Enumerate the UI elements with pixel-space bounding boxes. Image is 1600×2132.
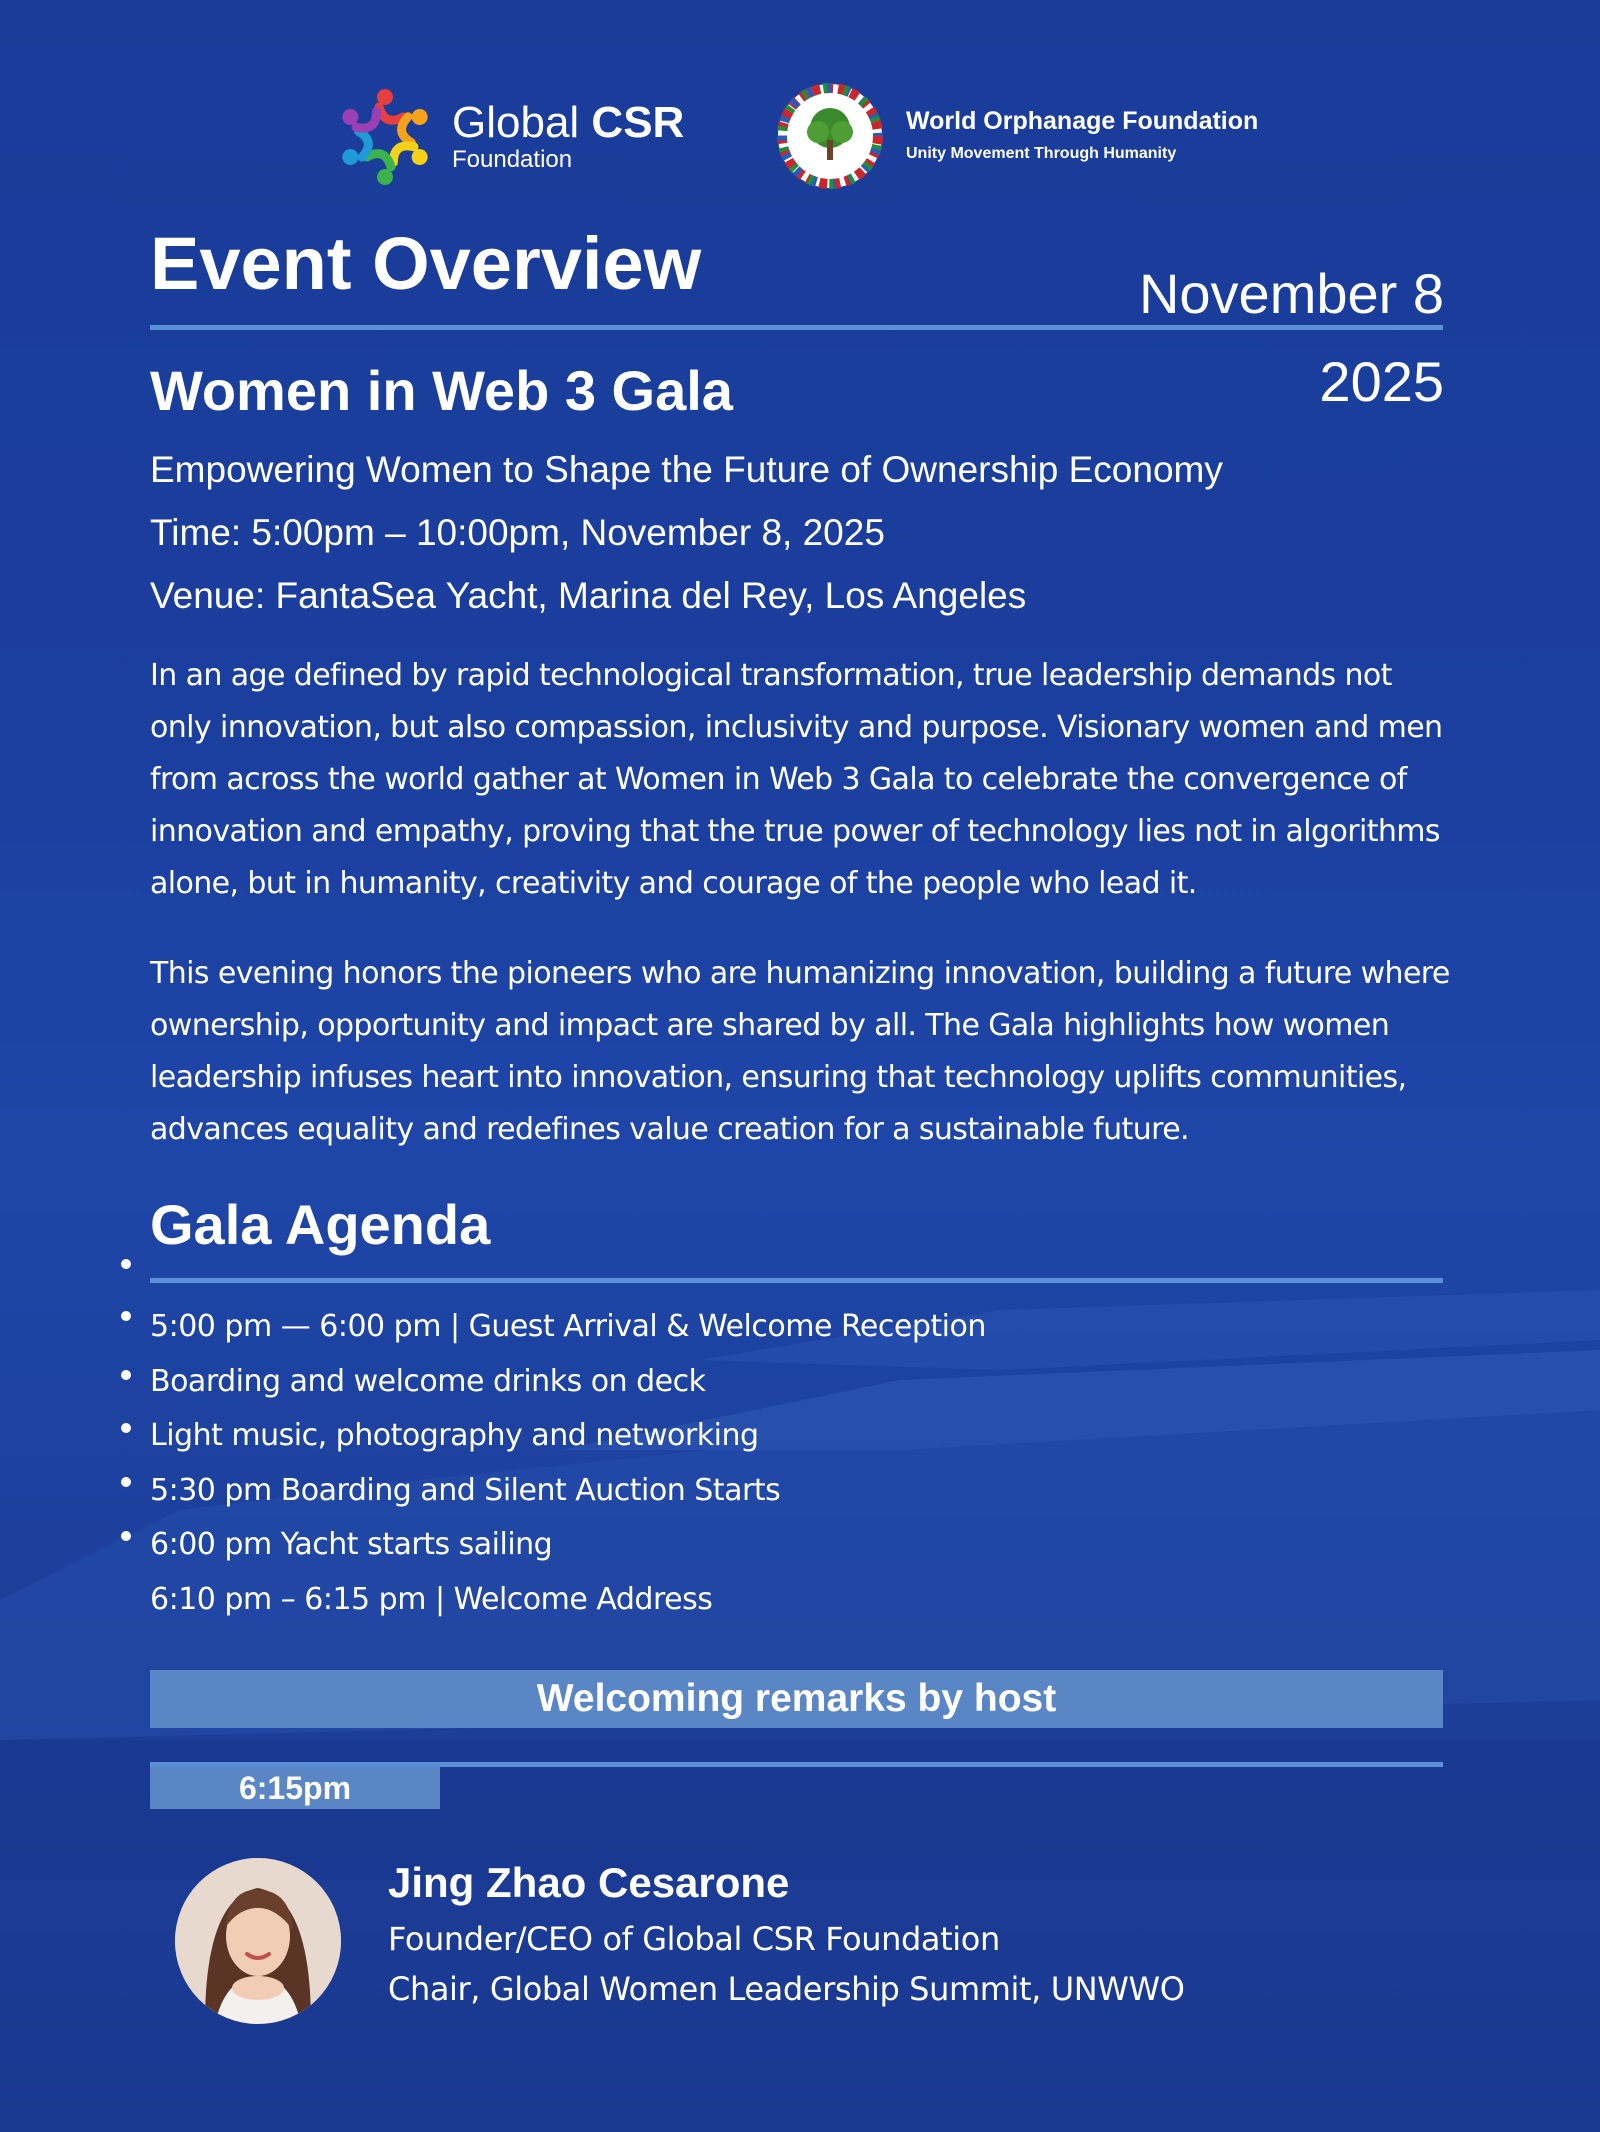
speaker-name: Jing Zhao Cesarone [388, 1859, 790, 1906]
bullet-dot [121, 1531, 131, 1541]
csr-logo-name-bold: CSR [591, 98, 685, 147]
agenda-item: Light music, photography and networking [150, 1418, 759, 1453]
bullet-dot [121, 1311, 131, 1321]
bullet-dot [121, 1477, 131, 1487]
agenda-divider-rule [150, 1278, 1443, 1283]
agenda-item: 5:00 pm — 6:00 pm | Guest Arrival & Welcome Reception [150, 1309, 986, 1344]
event-subtitle: Empowering Women to Shape the Future of Ownership Economy [150, 449, 1223, 490]
event-venue: Venue: FantaSea Yacht, Marina del Rey, Los Angeles [150, 575, 1027, 616]
event-title: Women in Web 3 Gala [150, 359, 733, 422]
event-date [1139, 250, 1444, 426]
global-csr-logo [330, 82, 684, 192]
segment-banner: Welcoming remarks by host [150, 1670, 1443, 1728]
bullet-dot [121, 1259, 131, 1269]
speaker-role-1: Founder/CEO of Global CSR Foundation [388, 1920, 1000, 1958]
world-orphanage-logo [776, 82, 1258, 190]
wof-logo-name: World Orphanage Foundation [906, 107, 1259, 135]
event-overview-heading: Event Overview [150, 222, 702, 305]
segment-time-tab: 6:15pm [150, 1767, 440, 1809]
speaker-role-2: Chair, Global Women Leadership Summit, UNWWO [388, 1970, 1185, 2008]
overview-paragraph-1: In an age defined by rapid technological transformation, true leadership demands not only innovation, but also compassion, inclusivity and purpose. Visionary women and men from across the world gather at Women in Web 3 Gala to celebrate the convergence of innovation and empathy, proving that the true power of technology lies not in algorithms alone, but in humanity, creativity and courage of the people who lead it. [150, 658, 1443, 901]
speaker-avatar [175, 1858, 341, 2024]
csr-logo-sub: Foundation [452, 146, 573, 173]
agenda-list [150, 1300, 986, 1627]
agenda-item: 6:00 pm Yacht starts sailing [150, 1527, 553, 1562]
agenda-item: Boarding and welcome drinks on deck [150, 1363, 706, 1399]
overview-paragraph-2: This evening honors the pioneers who are humanizing innovation, building a future where ownership, opportunity and impact are shared by all. The Gala highlights how women leadership infuses heart into innovation, ensuring that technology uplifts communities, advances equality and redefines value creation for a sustainable future. [150, 956, 1450, 1147]
agenda-item: 5:30 pm Boarding and Silent Auction Starts [150, 1472, 781, 1508]
divider-rule [150, 325, 1443, 330]
event-date-year: 2025 [1319, 350, 1444, 413]
wof-logo-tagline: Unity Movement Through Humanity [906, 145, 1177, 162]
csr-people-circle-icon [330, 82, 440, 192]
bullet-dot [121, 1370, 131, 1380]
event-date-month-day: November 8 [1138, 262, 1444, 325]
agenda-item: 6:10 pm – 6:15 pm | Welcome Address [150, 1581, 713, 1617]
csr-logo-name-light: Global [452, 98, 580, 147]
bullet-dot [121, 1423, 131, 1433]
flag-ring-tree-icon [776, 82, 884, 190]
gala-agenda-heading: Gala Agenda [150, 1193, 491, 1256]
event-time: Time: 5:00pm – 10:00pm, November 8, 2025 [150, 512, 885, 553]
speaker-portrait-image [175, 1858, 341, 2024]
